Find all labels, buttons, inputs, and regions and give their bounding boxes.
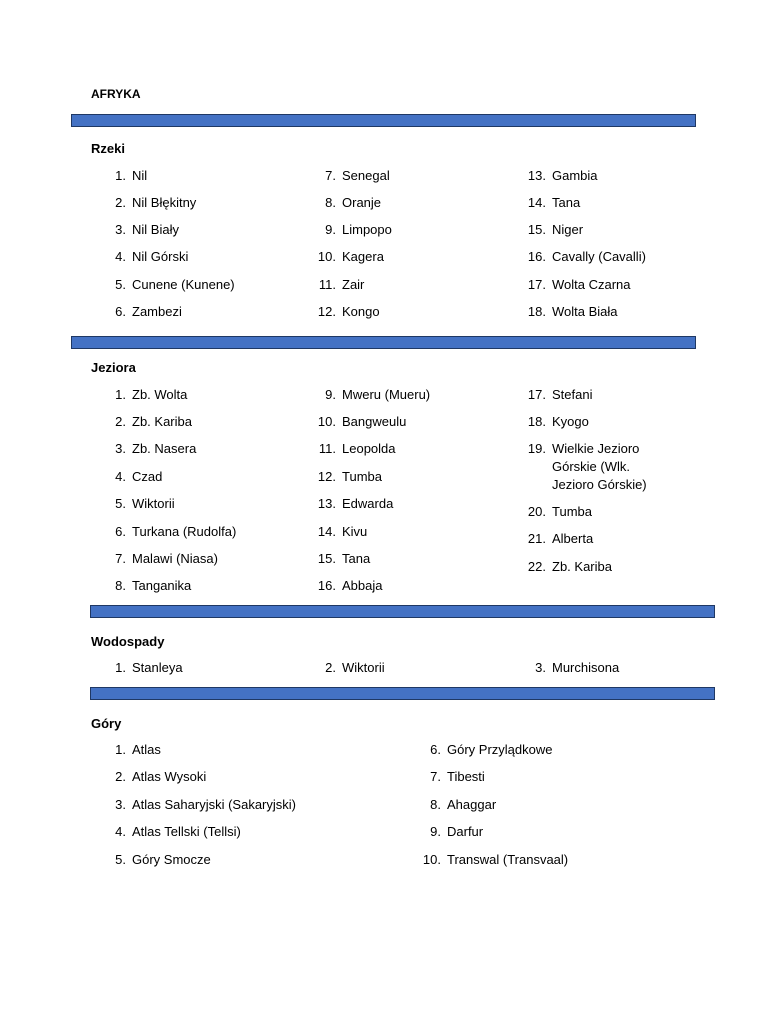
list-item-label: Cavally (Cavalli) <box>552 249 646 264</box>
section-divider-bar <box>71 114 696 127</box>
list-item-number: 9. <box>430 824 441 839</box>
list-item-label: Atlas Saharyjski (Sakaryjski) <box>132 797 296 812</box>
list-item-number: 10. <box>317 249 336 264</box>
list-item-label: Tibesti <box>447 769 485 784</box>
list-item-label: Niger <box>552 222 584 237</box>
list-item-number: 18. <box>527 304 546 319</box>
list-item-label: Mweru (Mueru) <box>342 387 431 402</box>
list-item-number: 2. <box>115 414 126 429</box>
list-item-label: Nil Błękitny <box>132 195 197 210</box>
list-item-number: 2. <box>115 195 126 210</box>
list-item-number: 17. <box>527 387 546 402</box>
list-item-number: 13. <box>527 168 546 183</box>
list-item-number: 15. <box>527 222 546 237</box>
section-heading-rzeki: Rzeki <box>91 141 125 156</box>
list-item-number: 4. <box>115 469 126 484</box>
list-item-label: Góry Smocze <box>132 852 211 867</box>
list-item-label: Góry Przylądkowe <box>447 742 553 757</box>
list-item-number: 8. <box>430 797 441 812</box>
list-item-label: Tanganika <box>132 578 192 593</box>
list-item-label: Czad <box>132 469 163 484</box>
list-item-number: 5. <box>115 852 126 867</box>
list-item-number: 6. <box>430 742 441 757</box>
list-item-label: Darfur <box>447 824 484 839</box>
list-item-label: Wielkie Jezioro Górskie (Wlk. Jezioro Górskie) <box>552 441 647 492</box>
list-item-label: Abbaja <box>342 578 383 593</box>
list-item-number: 3. <box>115 441 126 456</box>
list-item-number: 9. <box>325 222 336 237</box>
list-item-label: Bangweulu <box>342 414 407 429</box>
list-item-number: 1. <box>115 660 126 675</box>
list-item-label: Transwal (Transvaal) <box>447 852 569 867</box>
list-item-number: 12. <box>317 304 336 319</box>
list-item-label: Limpopo <box>342 222 392 237</box>
list-item-number: 4. <box>115 824 126 839</box>
list-item-label: Wolta Biała <box>552 304 618 319</box>
list-item-label: Kivu <box>342 524 368 539</box>
list-item-number: 1. <box>115 387 126 402</box>
list-item-number: 22. <box>527 559 546 574</box>
list-item-label: Leopolda <box>342 441 396 456</box>
list-item-label: Senegal <box>342 168 390 183</box>
list-item-number: 7. <box>115 551 126 566</box>
page-title: AFRYKA <box>91 87 141 101</box>
list-item-label: Edwarda <box>342 496 394 511</box>
list-item-number: 21. <box>527 531 546 546</box>
list-item-label: Gambia <box>552 168 598 183</box>
list-item-number: 10. <box>422 852 441 867</box>
list-item-number: 2. <box>325 660 336 675</box>
list-item-label: Nil Biały <box>132 222 179 237</box>
list-item-number: 3. <box>115 797 126 812</box>
list-item-label: Tana <box>342 551 371 566</box>
list-item-label: Atlas <box>132 742 161 757</box>
list-item-label: Turkana (Rudolfa) <box>132 524 237 539</box>
list-item-number: 3. <box>535 660 546 675</box>
list-item-number: 1. <box>115 168 126 183</box>
list-item-label: Cunene (Kunene) <box>132 277 235 292</box>
section-heading-jeziora: Jeziora <box>91 360 136 375</box>
list-item-label: Oranje <box>342 195 382 210</box>
list-item-number: 12. <box>317 469 336 484</box>
list-item-number: 17. <box>527 277 546 292</box>
list-item-number: 8. <box>115 578 126 593</box>
list-item-number: 9. <box>325 387 336 402</box>
list-item-number: 20. <box>527 504 546 519</box>
list-item-label: Kongo <box>342 304 380 319</box>
list-item-number: 7. <box>430 769 441 784</box>
list-item-number: 6. <box>115 304 126 319</box>
list-item-label: Wolta Czarna <box>552 277 631 292</box>
list-item-number: 19. <box>527 441 546 456</box>
list-item-number: 16. <box>527 249 546 264</box>
list-item-label: Alberta <box>552 531 594 546</box>
list-item-number: 11. <box>318 277 336 292</box>
list-item-label: Atlas Wysoki <box>132 769 207 784</box>
list-item-number: 2. <box>115 769 126 784</box>
list-item-label: Wiktorii <box>342 660 385 675</box>
list-item-label: Zb. Kariba <box>132 414 192 429</box>
list-item-label: Wiktorii <box>132 496 175 511</box>
section-heading-wodospady: Wodospady <box>91 634 165 649</box>
list-item-label: Nil Górski <box>132 249 189 264</box>
list-item-label: Stanleya <box>132 660 183 675</box>
list-item-label: Stefani <box>552 387 593 402</box>
section-divider-bar <box>90 687 715 700</box>
list-item-number: 7. <box>325 168 336 183</box>
list-item-label: Zb. Wolta <box>132 387 188 402</box>
list-item-label: Tumba <box>342 469 382 484</box>
list-item-label: Nil <box>132 168 148 183</box>
list-item-number: 10. <box>317 414 336 429</box>
list-item-number: 16. <box>317 578 336 593</box>
list-item-number: 13. <box>317 496 336 511</box>
list-item-number: 5. <box>115 496 126 511</box>
list-item-number: 8. <box>325 195 336 210</box>
list-item-number: 11. <box>318 441 336 456</box>
list-item-label: Zair <box>342 277 365 292</box>
list-item-label: Ahaggar <box>447 797 497 812</box>
list-item-label: Tana <box>552 195 581 210</box>
list-item-number: 4. <box>115 249 126 264</box>
list-item-number: 6. <box>115 524 126 539</box>
list-item-number: 14. <box>527 195 546 210</box>
list-item-number: 5. <box>115 277 126 292</box>
list-item-number: 3. <box>115 222 126 237</box>
list-item-number: 14. <box>317 524 336 539</box>
section-divider-bar <box>71 336 696 349</box>
list-item-label: Malawi (Niasa) <box>132 551 218 566</box>
list-item-number: 18. <box>527 414 546 429</box>
list-item-label: Kagera <box>342 249 384 264</box>
list-item-label: Zambezi <box>132 304 182 319</box>
list-item-label: Zb. Nasera <box>132 441 197 456</box>
list-item-number: 15. <box>317 551 336 566</box>
section-divider-bar <box>90 605 715 618</box>
list-item-label: Murchisona <box>552 660 620 675</box>
list-item-label: Atlas Tellski (Tellsi) <box>132 824 241 839</box>
section-heading-gory: Góry <box>91 716 122 731</box>
list-item-label: Zb. Kariba <box>552 559 612 574</box>
list-item-number: 1. <box>115 742 126 757</box>
list-item-label: Kyogo <box>552 414 589 429</box>
list-item-label: Tumba <box>552 504 592 519</box>
